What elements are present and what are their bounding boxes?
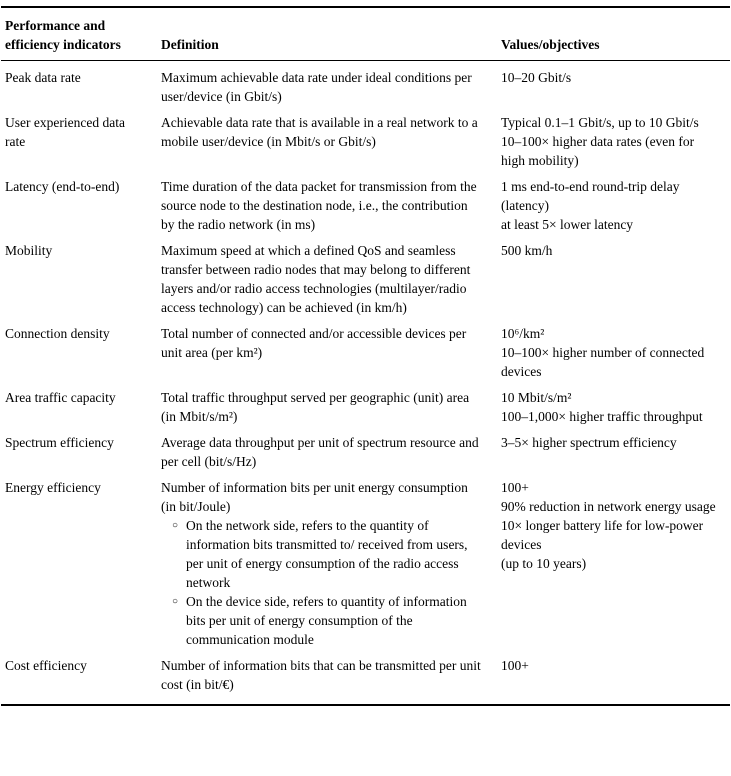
- definition-text: Number of information bits that can be transmitted per unit cost (in bit/€): [161, 658, 481, 692]
- table-row: [1, 649, 730, 705]
- col-header-indicator: Performance and efficiency indicators: [1, 7, 157, 61]
- indicator-cell: Connection density: [5, 326, 110, 341]
- indicator-cell: Mobility: [5, 243, 53, 258]
- value-item: 10 Mbit/s/m²: [501, 390, 572, 405]
- table-row: [1, 170, 730, 234]
- value-item: Typical 0.1–1 Gbit/s, up to 10 Gbit/s: [501, 115, 699, 130]
- col-header-definition: Definition: [157, 7, 497, 61]
- value-item: 100–1,000× higher traffic throughput: [501, 409, 703, 424]
- values-cell: [497, 381, 730, 426]
- indicator-cell: User experienced data rate: [5, 115, 125, 149]
- indicator-cell: Peak data rate: [5, 70, 81, 85]
- definition-cell: [157, 234, 497, 317]
- value-item: 10–20 Gbit/s: [501, 70, 572, 85]
- value-item: 10⁶/km²: [501, 326, 545, 341]
- value-item: 100+: [501, 658, 529, 673]
- indicator-cell: Energy efficiency: [5, 480, 101, 495]
- values-cell: [497, 317, 730, 381]
- definition-cell: [157, 170, 497, 234]
- table-row: [1, 234, 730, 317]
- definition-text: Total number of connected and/or accessible devices per unit area (per km²): [161, 326, 467, 360]
- values-cell: [497, 471, 730, 649]
- definition-cell: [157, 649, 497, 705]
- table-body: [1, 61, 730, 706]
- values-cell: [497, 426, 730, 471]
- definition-cell: [157, 471, 497, 649]
- definition-text: Achievable data rate that is available in a real network to a mobile user/device (in Mbit/s or Gbit/s): [161, 115, 478, 149]
- circle-bullet-icon: ○: [172, 520, 179, 531]
- definition-bullet: [161, 516, 481, 592]
- value-item: 1 ms end-to-end round-trip delay (latency): [501, 179, 680, 213]
- value-item: (up to 10 years): [501, 556, 587, 571]
- table-row: [1, 106, 730, 170]
- header-row: [1, 7, 730, 61]
- indicator-cell: Spectrum efficiency: [5, 435, 114, 450]
- table-row: [1, 381, 730, 426]
- values-cell: [497, 649, 730, 705]
- definition-cell: [157, 381, 497, 426]
- definition-cell: [157, 426, 497, 471]
- definition-bullet-text: On the network side, refers to the quantity of information bits transmitted to/ received from users, per unit of energy consumption of the radio access network: [186, 518, 468, 590]
- values-cell: [497, 106, 730, 170]
- definition-cell: [157, 61, 497, 107]
- col-header-values: Values/objectives: [497, 7, 730, 61]
- values-cell: [497, 234, 730, 317]
- indicator-cell: Latency (end-to-end): [5, 179, 120, 194]
- table-row: [1, 471, 730, 649]
- value-item: 10× longer battery life for low-power devices: [501, 518, 704, 552]
- definition-bullet-text: On the device side, refers to quantity of information bits per unit of energy consumption of the communication module: [186, 594, 467, 647]
- indicator-cell: Cost efficiency: [5, 658, 87, 673]
- table-row: [1, 61, 730, 107]
- values-cell: [497, 61, 730, 107]
- definition-cell: [157, 317, 497, 381]
- definition-cell: [157, 106, 497, 170]
- indicator-cell: Area traffic capacity: [5, 390, 116, 405]
- definition-text: Number of information bits per unit energy consumption (in bit/Joule): [161, 480, 468, 514]
- definition-text: Average data throughput per unit of spectrum resource and per cell (bit/s/Hz): [161, 435, 479, 469]
- table-row: [1, 317, 730, 381]
- value-item: 3–5× higher spectrum efficiency: [501, 435, 677, 450]
- value-item: 100+: [501, 480, 529, 495]
- value-item: 10–100× higher data rates (even for high mobility): [501, 134, 695, 168]
- values-cell: [497, 170, 730, 234]
- value-item: 10–100× higher number of connected devices: [501, 345, 705, 379]
- performance-indicators-table: [1, 6, 730, 706]
- definition-text: Maximum achievable data rate under ideal conditions per user/device (in Gbit/s): [161, 70, 472, 104]
- definition-text: Total traffic throughput served per geographic (unit) area (in Mbit/s/m²): [161, 390, 470, 424]
- definition-text: Maximum speed at which a defined QoS and seamless transfer between radio nodes that may belong to different layers and/or radio access technologies (multilayer/radio access technology) can be achieved (in km/h): [161, 243, 471, 315]
- value-item: 90% reduction in network energy usage: [501, 499, 716, 514]
- value-item: 500 km/h: [501, 243, 553, 258]
- table-row: [1, 426, 730, 471]
- table-header: [1, 7, 730, 61]
- definition-text: Time duration of the data packet for transmission from the source node to the destination node, i.e., the contribution by the radio network (in ms): [161, 179, 477, 232]
- value-item: at least 5× lower latency: [501, 217, 634, 232]
- circle-bullet-icon: ○: [172, 596, 179, 607]
- definition-bullet: [161, 592, 481, 649]
